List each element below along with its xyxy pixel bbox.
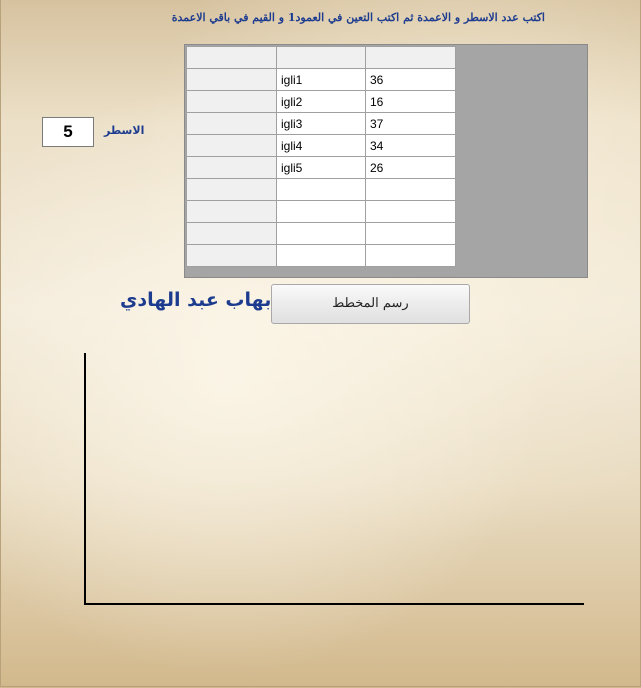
value-cell[interactable]: 34 xyxy=(366,135,456,157)
grid-corner-cell xyxy=(187,47,277,69)
label-cell[interactable] xyxy=(277,179,366,201)
value-cell[interactable]: 26 xyxy=(366,157,456,179)
label-cell[interactable] xyxy=(277,223,366,245)
draw-chart-button[interactable]: رسم المخطط xyxy=(271,284,470,324)
table-row xyxy=(187,201,456,223)
value-cell[interactable] xyxy=(366,223,456,245)
row-header-cell[interactable] xyxy=(187,223,277,245)
row-header-cell[interactable] xyxy=(187,113,277,135)
chart-area xyxy=(0,340,641,620)
value-cell[interactable]: 36 xyxy=(366,69,456,91)
value-cell[interactable]: 16 xyxy=(366,91,456,113)
row-header-cell[interactable] xyxy=(187,91,277,113)
row-header-cell[interactable] xyxy=(187,201,277,223)
label-cell[interactable]: igli1 xyxy=(277,69,366,91)
row-header-cell[interactable] xyxy=(187,135,277,157)
table-row xyxy=(187,91,456,113)
label-cell[interactable]: igli5 xyxy=(277,157,366,179)
grid-column-header[interactable] xyxy=(366,47,456,69)
author-name: بهاب عبد الهادي xyxy=(120,289,272,311)
grid-column-header[interactable] xyxy=(277,47,366,69)
grid-header-row xyxy=(187,47,456,69)
value-cell[interactable] xyxy=(366,201,456,223)
label-cell[interactable]: igli2 xyxy=(277,91,366,113)
table-row xyxy=(187,157,456,179)
label-cell[interactable] xyxy=(277,245,366,267)
row-header-cell[interactable] xyxy=(187,69,277,91)
table-row xyxy=(187,179,456,201)
row-header-cell[interactable] xyxy=(187,179,277,201)
label-cell[interactable]: igli4 xyxy=(277,135,366,157)
value-cell[interactable]: 37 xyxy=(366,113,456,135)
row-header-cell[interactable] xyxy=(187,157,277,179)
rows-count-input[interactable]: 5 xyxy=(42,117,94,147)
row-header-cell[interactable] xyxy=(187,245,277,267)
table-row xyxy=(187,113,456,135)
value-cell[interactable] xyxy=(366,179,456,201)
rows-label: الاسطر xyxy=(104,124,145,137)
table-row xyxy=(187,135,456,157)
table-row xyxy=(187,223,456,245)
label-cell[interactable] xyxy=(277,201,366,223)
value-cell[interactable] xyxy=(366,245,456,267)
data-grid-table xyxy=(186,46,456,267)
instruction-text: اكتب عدد الاسطر و الاعمدة ثم اكتب التعين في العمود1 و القيم في باقي الاعمدة xyxy=(171,11,545,24)
table-row xyxy=(187,69,456,91)
label-cell[interactable]: igli3 xyxy=(277,113,366,135)
data-grid[interactable] xyxy=(184,44,588,278)
table-row xyxy=(187,245,456,267)
